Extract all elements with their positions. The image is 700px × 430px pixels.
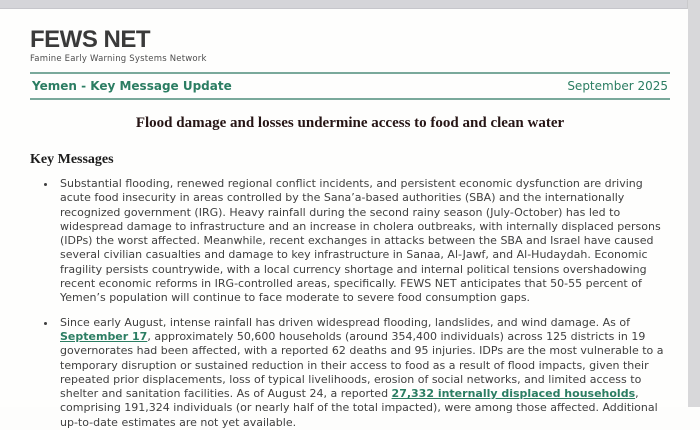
inline-link[interactable]: September 17 bbox=[60, 329, 148, 343]
section-heading: Key Messages bbox=[30, 152, 114, 167]
headline: Flood damage and losses undermine access to food and clean water bbox=[135, 115, 565, 131]
report-date: September 2025 bbox=[567, 79, 668, 93]
key-message-item: • Substantial flooding, renewed regional conflict incidents, and persistent economic dysfunction are driving acute food insecurity in areas controlled by the Sana’a-based authorities (SBA) and the internationally recognized government (IRG). Heavy rainfall during the second rainy season (July-October) has led to widespread damage to infrastructure and an increase in cholera outbreaks, with internally displaced persons (IDPs) the worst affected. Meanwhile, recent exchanges in attacks between the SBA and Israel have caused several civilian casualties and damage to key infrastructure in Sanaa, Al-Jawf, and Al-Hudaydah. Economic fragility persists countrywide, with a local currency shortage and internal political tensions overshadowing recent economic reforms in IRG-controlled areas, specifically. FEWS NET anticipates that 50-55 percent of Yemen’s population will continue to face moderate to severe food consumption gaps. bbox=[56, 177, 670, 306]
fews-net-logo: FEWS NET bbox=[30, 26, 150, 53]
inline-link[interactable]: 27,332 internally displaced households bbox=[391, 387, 636, 401]
logo-tagline: Famine Early Warning Systems Network bbox=[30, 54, 207, 64]
masthead bbox=[30, 9, 670, 64]
report-bar bbox=[30, 72, 670, 100]
document-page bbox=[0, 9, 688, 429]
report-title: Yemen - Key Message Update bbox=[32, 79, 232, 93]
viewer-top-bar bbox=[0, 0, 700, 9]
scrollbar-track[interactable] bbox=[687, 0, 700, 407]
key-message-item: • Since early August, intense rainfall has driven widespread flooding, landslides, and wind damage. As of September 17, approximately 50,600 households (around 354,400 individuals) across 125 districts in 19 governorates had been affected, with a reported 62 deaths and 95 injuries. IDPs are the most vulnerable to a temporary disruption or sustained reduction in their access to food as a result of flood impacts, given their repeated prior displacements, loss of typical livelihoods, erosion of social networks, and limited access to shelter and sanitation facilities. As of August 24, a reported 27,332 internally displaced households, comprising 191,324 individuals (or nearly half of the total impacted), were among those affected. Additional up-to-date estimates are not yet available. bbox=[56, 316, 670, 430]
key-messages-list bbox=[30, 177, 670, 430]
